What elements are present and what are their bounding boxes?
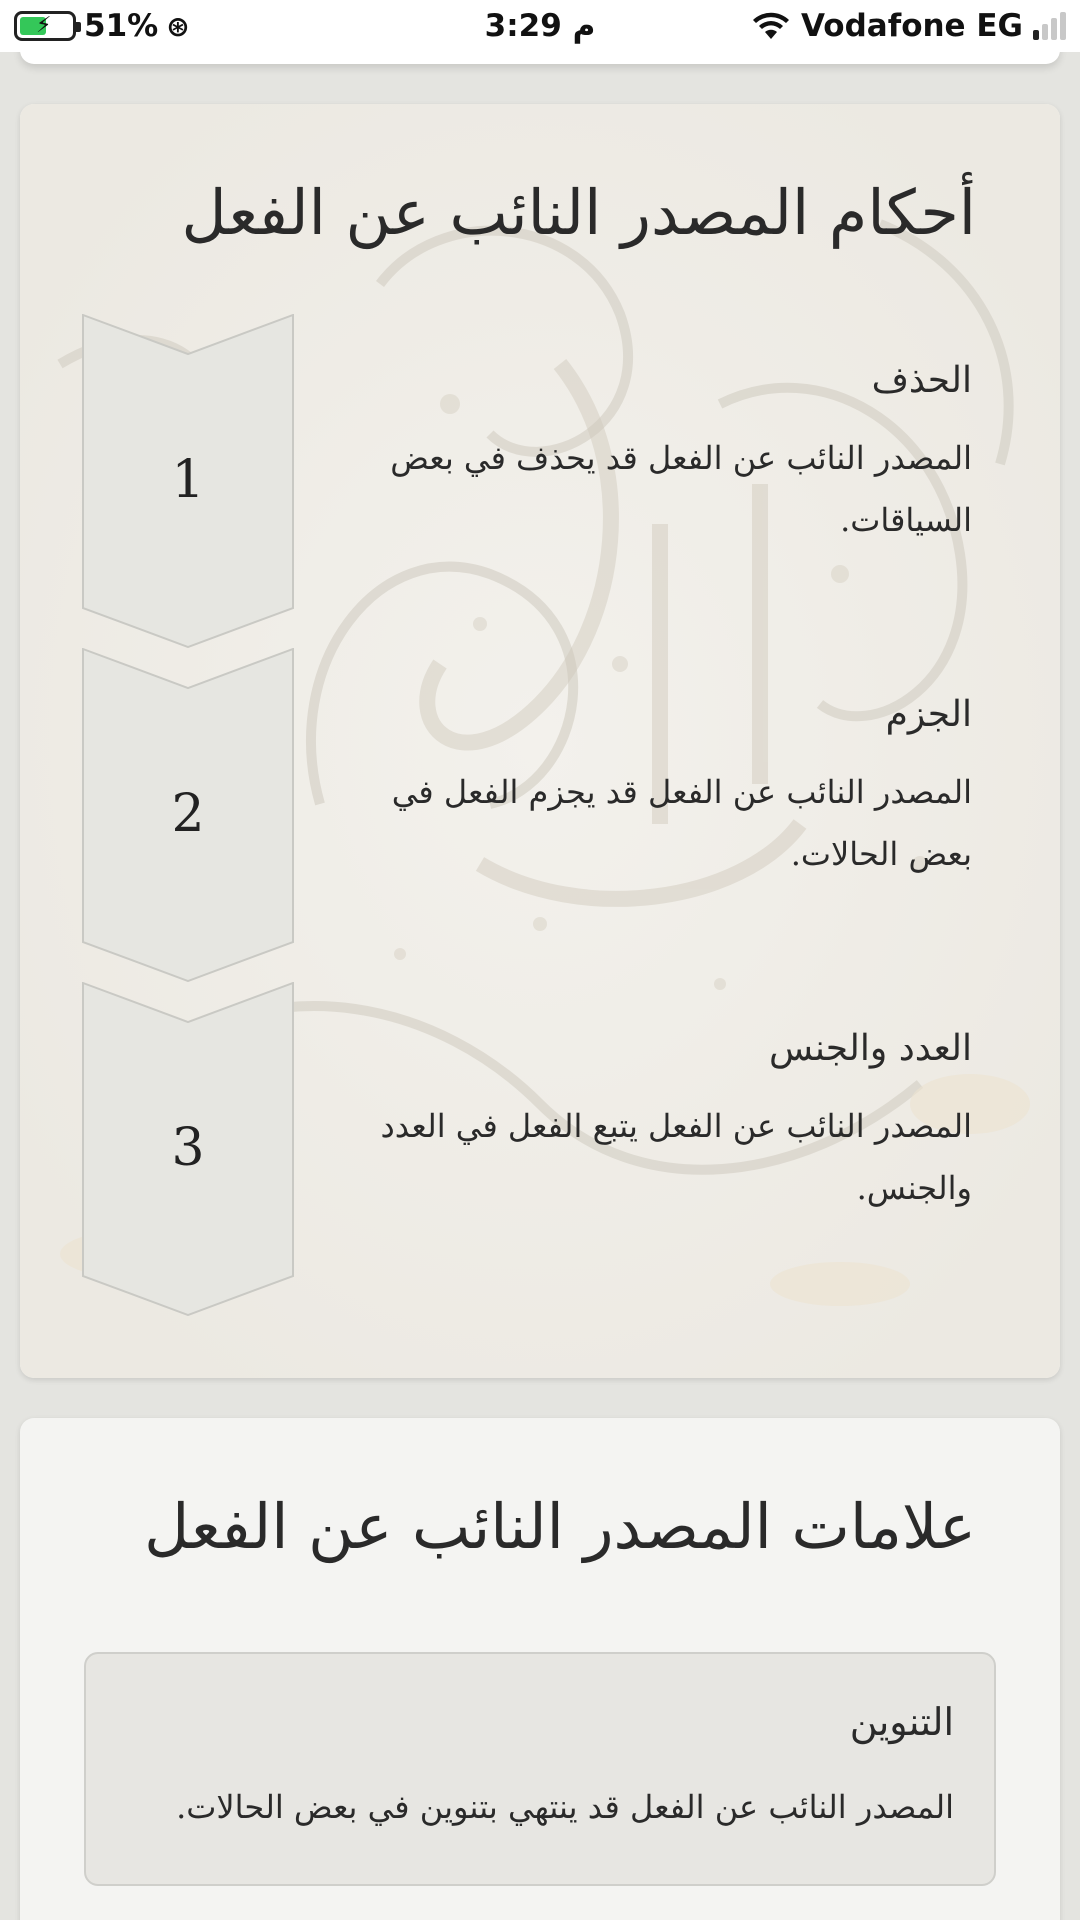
signs-card: [20, 1418, 1060, 1920]
rules-card: [20, 104, 1060, 1378]
signal-strength-icon: [1033, 12, 1066, 40]
orientation-lock-icon: ⊛: [166, 9, 190, 43]
rules-title: أحكام المصدر النائب عن الفعل: [181, 176, 976, 249]
step-number: 3: [171, 1118, 205, 1178]
step-heading: الجزم: [885, 694, 972, 735]
step-heading: الحذف: [871, 360, 972, 401]
step-heading: العدد والجنس: [768, 1028, 972, 1069]
status-time: 3:29 م: [484, 8, 596, 44]
status-bar: [0, 0, 1080, 52]
battery-charging-icon: ⚡: [14, 11, 76, 41]
sign-description: المصدر النائب عن الفعل قد ينتهي بتنوين في بعض الحالات.: [176, 1788, 954, 1826]
step-description: المصدر النائب عن الفعل قد يجزم الفعل في بعض الحالات.: [391, 773, 972, 873]
battery-percent: 51%: [84, 8, 159, 44]
step-description: المصدر النائب عن الفعل قد يحذف في بعض السياقات.: [390, 439, 972, 539]
carrier-name: Vodafone EG: [801, 8, 1023, 44]
step-number: 2: [171, 784, 205, 844]
step-item: [82, 314, 1006, 648]
step-item: [82, 982, 1006, 1316]
wifi-icon: [751, 11, 791, 41]
step-number: 1: [171, 450, 205, 510]
signs-title: علامات المصدر النائب عن الفعل: [144, 1490, 976, 1563]
sign-heading: التنوين: [849, 1700, 954, 1744]
step-item: [82, 648, 1006, 982]
step-description: المصدر النائب عن الفعل يتبع الفعل في العدد والجنس.: [380, 1107, 972, 1207]
sign-item: [84, 1652, 996, 1886]
